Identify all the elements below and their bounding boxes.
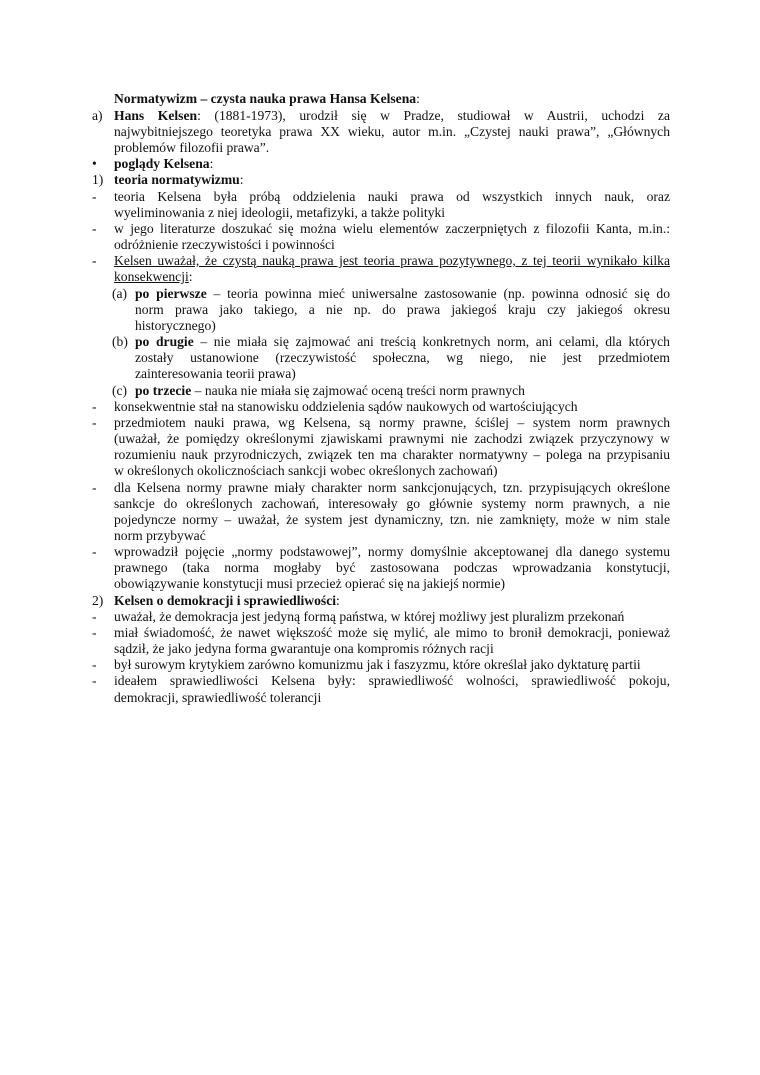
intro-line-2: najwybitniejszego teoretyka prawa XX wieku, autor m.in. „Czystej nauki prawa”, „Głównych — [114, 124, 670, 139]
s1-d2-line-1: w jego literaturze doszukać się można wielu elementów zaczerpniętych z filozofii Kanta, m.in.: — [114, 221, 670, 236]
s1-d3-line-1: Kelsen uważał, że czystą nauką prawa jest teoria prawa pozytywnego, z tej teorii wynikało kilka — [114, 253, 670, 268]
s1-c-line-1: po trzecie – nauka nie miała się zajmować oceną treści norm prawnych — [135, 383, 525, 398]
marker-a: a) — [92, 108, 103, 123]
s1-d5-line-1: przedmiotem nauki prawa, wg Kelsena, są normy prawne, ściślej – system norm prawnych — [114, 415, 670, 430]
marker-1: 1) — [92, 172, 104, 187]
s1-d4-line-1: konsekwentnie stał na stanowisku oddzielenia sądów naukowych od wartościujących — [114, 399, 578, 414]
intro-line-3: problemów filozofii prawa”. — [114, 140, 270, 155]
s2-d3-line-1: był surowym krytykiem zarówno komunizmu jak i faszyzmu, które określał jako dyktaturę partii — [114, 657, 641, 672]
s1-b-line-2: zostały ustanowione (rzeczywistość społeczna, wg niego, nie jest przedmiotem — [135, 350, 670, 365]
s1-d7-line-1: wprowadził pojęcie „normy podstawowej”, normy domyślnie akceptowanej dla danego systemu — [114, 544, 670, 559]
dash-marker: - — [92, 253, 97, 268]
s1-d1-line-1: teoria Kelsena była próbą oddzielenia nauki prawa od wszystkich innych nauk, oraz — [114, 189, 670, 204]
dash-marker: - — [92, 189, 97, 204]
dash-marker: - — [92, 221, 97, 236]
s1-d1-line-2: wyeliminowania z niej ideologii, metafizyki, a także polityki — [114, 205, 446, 220]
s1-d6-line-4: norm przybywać — [114, 528, 206, 543]
marker-pc: (c) — [112, 383, 128, 398]
s1-d5-line-3: rozumieniu nauk przyrodniczych, związek ten ma charakter normatywny – polega na przypisaniu — [114, 447, 670, 462]
dash-marker: - — [92, 415, 97, 430]
s1-b-line-3: zainteresowania teorii prawa) — [135, 366, 296, 381]
bullet-marker: • — [92, 156, 97, 171]
s1-d7-line-2: prawnego (taka norma mogłaby być zastosowana podczas wprowadzania konstytucji, — [114, 560, 670, 575]
intro-line-1: Hans Kelsen: (1881-1973), urodził się w Pradze, studiował w Austrii, uchodzi za — [114, 108, 671, 123]
section1-heading: teoria normatywizmu: — [114, 172, 244, 187]
s1-a-line-1: po pierwsze – teoria powinna mieć uniwersalne zastosowanie (np. powinna odnosić się do — [135, 286, 671, 301]
s1-d2-line-2: odróżnienie rzeczywistości i powinności — [114, 237, 335, 252]
marker-2: 2) — [92, 593, 104, 608]
s1-a-line-3: historycznego) — [135, 318, 216, 333]
s2-d4-line-2: demokracji, sprawiedliwość tolerancji — [114, 690, 322, 705]
s1-d6-line-2: sankcje do określonych zachowań, interesowały go głównie systemy norm prawnych, a nie — [114, 496, 670, 511]
marker-pa: (a) — [112, 286, 128, 301]
dash-marker: - — [92, 480, 97, 495]
views-heading: poglądy Kelsena: — [114, 156, 214, 171]
document-title: Normatywizm – czysta nauka prawa Hansa Kelsena: — [114, 91, 420, 106]
dash-marker: - — [92, 673, 97, 688]
dash-marker: - — [92, 609, 97, 624]
s1-d5-line-2: (uważał, że pomiędzy określonymi zjawiskami prawnymi nie zachodzi związek przyczynowy w — [114, 431, 670, 446]
s2-d1-line-1: uważał, że demokracja jest jedyną formą państwa, w której możliwy jest pluralizm przekonań — [114, 609, 625, 624]
s2-d4-line-1: ideałem sprawiedliwości Kelsena były: sprawiedliwość wolności, sprawiedliwość pokoju, — [114, 673, 670, 688]
s1-b-line-1: po drugie – nie miała się zajmować ani treścią konkretnych norm, ani celami, dla których — [135, 334, 670, 349]
s2-d2-line-1: miał świadomość, że nawet większość może się mylić, ale mimo to bronił demokracji, ponieważ — [114, 625, 670, 640]
dash-marker: - — [92, 657, 97, 672]
s1-d5-line-4: w określonych okolicznościach sankcji wobec określonych zachowań) — [114, 463, 498, 478]
s2-d2-line-2: sądził, że jako jedyna forma gwarantuje ona kompromis różnych racji — [114, 641, 494, 656]
s1-d3-line-2: konsekwencji: — [114, 269, 193, 284]
dash-marker: - — [92, 399, 97, 414]
section2-heading: Kelsen o demokracji i sprawiedliwości: — [114, 593, 340, 608]
s1-d6-line-1: dla Kelsena normy prawne miały charakter norm sankcjonujących, tzn. przypisujących określone — [114, 480, 670, 495]
marker-pb: (b) — [112, 334, 128, 349]
s1-a-line-2: norm prawa jako takiego, a nie np. do prawa jakiegoś kraju czy jakiegoś okresu — [135, 302, 670, 317]
s1-d7-line-3: obowiązywanie konstytucji musi przecież opierać się na jakiejś normie) — [114, 576, 506, 591]
dash-marker: - — [92, 544, 97, 559]
s1-d6-line-3: pojedyncze normy – uważał, że system jest dynamiczny, tzn. nie zamknięty, może w nim stale — [114, 512, 670, 527]
dash-marker: - — [92, 625, 97, 640]
